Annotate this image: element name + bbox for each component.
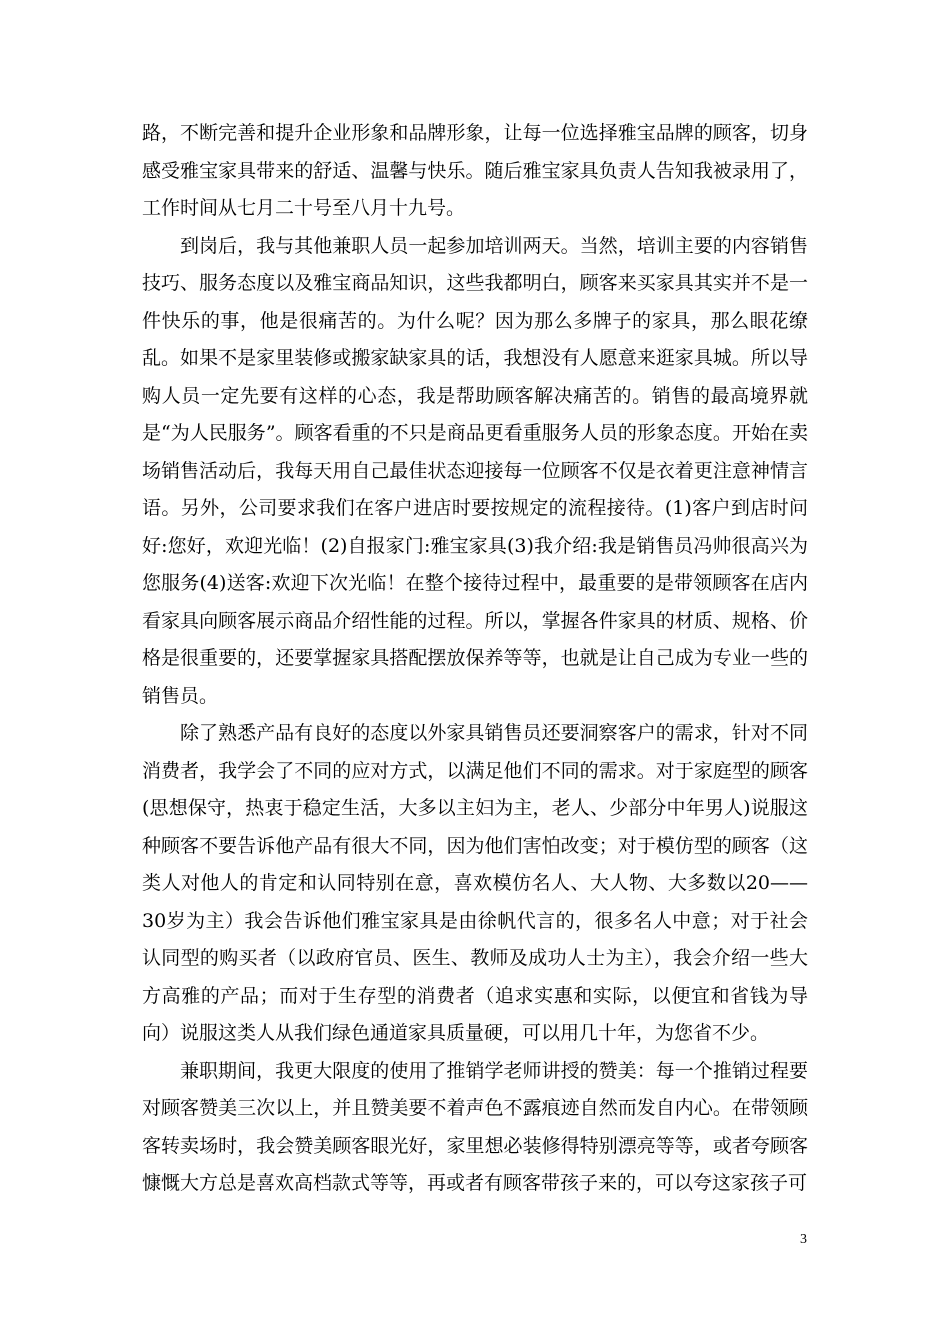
paragraph-4: 兼职期间，我更大限度的使用了推销学老师讲授的赞美：每一个推销过程要对顾客赞美三次以上，并且赞美要不着声色不露痕迹自然而发自内心。在带领顾客转卖场时，我会赞美顾客眼光好，家里想必装修得特别漂亮等等，或者夸顾客慷慨大方总是喜欢高档款式等等，再或者有顾客带孩子来的，可以夸这家孩子可 — [142, 1059, 808, 1194]
paragraph-1: 路，不断完善和提升企业形象和品牌形象，让每一位选择雅宝品牌的顾客，切身感受雅宝家具带来的舒适、温馨与快乐。随后雅宝家具负责人告知我被录用了，工作时间从七月二十号至八月十九号。 — [142, 122, 808, 219]
paragraph-2: 到岗后，我与其他兼职人员一起参加培训两天。当然，培训主要的内容销售技巧、服务态度以及雅宝商品知识，这些我都明白，顾客来买家具其实并不是一件快乐的事，他是很痛苦的。为什么呢？因为那么多牌子的家具，那么眼花缭乱。如果不是家里装修或搬家缺家具的话，我想没有人愿意来逛家具城。所以导购人员一定先要有这样的心态，我是帮助顾客解决痛苦的。销售的最高境界就是“为人民服务”。顾客看重的不只是商品更看重服务人员的形象态度。开始在卖场销售活动后，我每天用自己最佳状态迎接每一位顾客不仅是衣着更注意神情言语。另外，公司要求我们在客户进店时要按规定的流程接待。(1)客户到店时问好:您好，欢迎光临！(2)自报家门:雅宝家具(3)我介绍:我是销售员冯帅很高兴为您服务(4)送客:欢迎下次光临！在整个接待过程中，最重要的是带领顾客在店内看家具向顾客展示商品介绍性能的过程。所以，掌握各件家具的材质、规格、价格是很重要的，还要掌握家具搭配摆放保养等等，也就是让自己成为专业一些的销售员。 — [142, 234, 808, 707]
paragraph-3: 除了熟悉产品有良好的态度以外家具销售员还要洞察客户的需求，针对不同消费者，我学会了不同的应对方式，以满足他们不同的需求。对于家庭型的顾客(思想保守，热衷于稳定生活，大多以主妇为主，老人、少部分中年男人)说服这种顾客不要告诉他产品有很大不同，因为他们害怕改变；对于模仿型的顾客（这类人对他人的肯定和认同特别在意，喜欢模仿名人、大人物、大多数以20——30岁为主）我会告诉他们雅宝家具是由徐帆代言的，很多名人中意；对于社会认同型的购买者（以政府官员、医生、教师及成功人士为主），我会介绍一些大方高雅的产品；而对于生存型的消费者（追求实惠和实际，以便宜和省钱为导向）说服这类人从我们绿色通道家具质量硬，可以用几十年，为您省不少。 — [142, 722, 808, 1044]
page-number: 3 — [800, 1232, 807, 1247]
document-body — [142, 115, 808, 1203]
